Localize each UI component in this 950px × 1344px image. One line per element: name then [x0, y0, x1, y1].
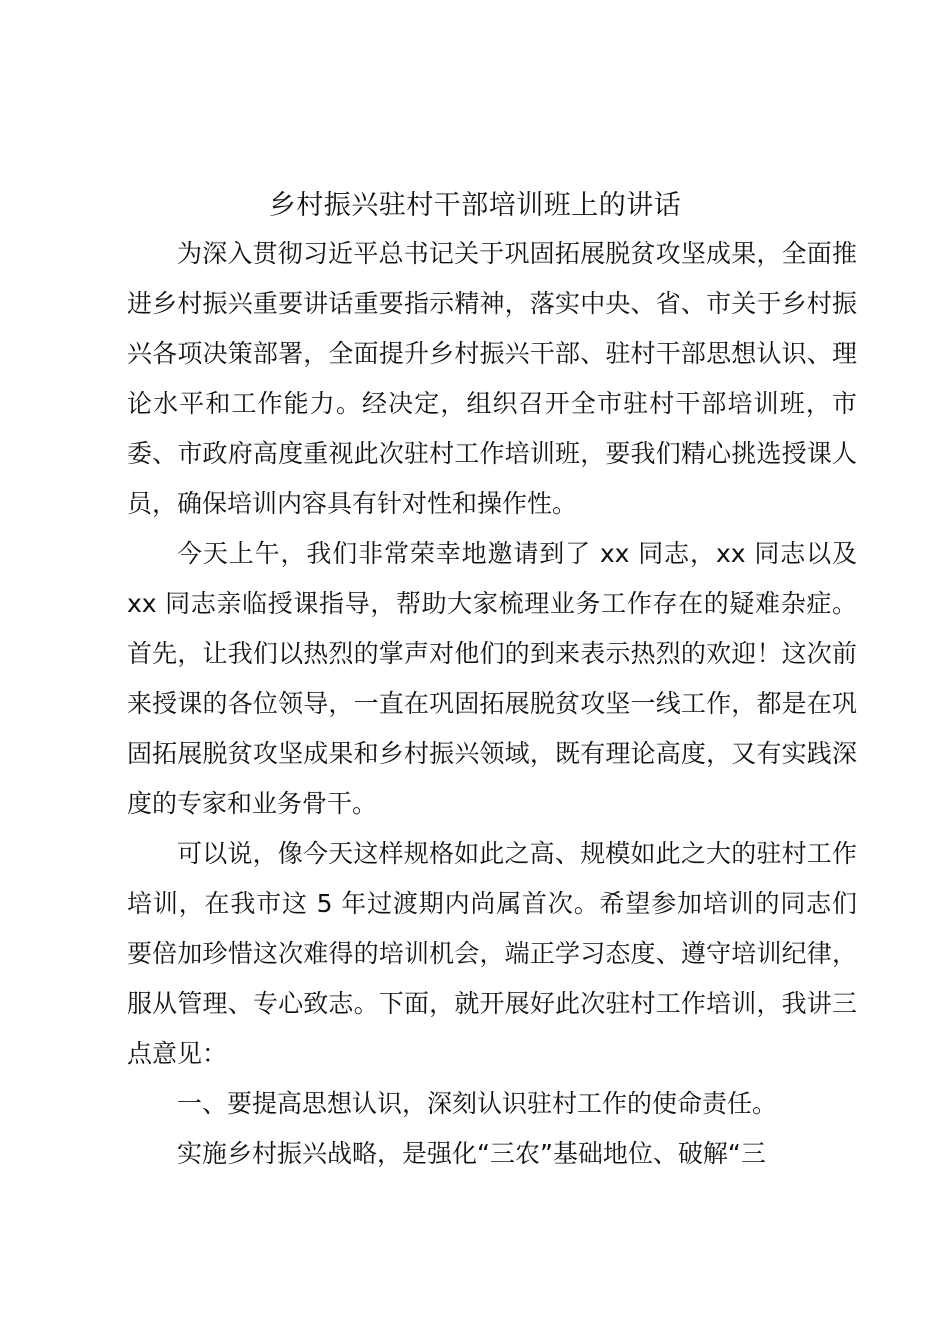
paragraph-4: 实施乡村振兴战略，是强化“三农”基础地位、破解“三	[177, 1139, 766, 1168]
paragraph-1: 为深入贯彻习近平总书记关于巩固拓展脱贫攻坚成果，全面推进乡村振兴重要讲话重要指示精神，落实中央、省、市关于乡村振兴各项决策部署，全面提升乡村振兴干部、驻村干部思想认识、理论水平和工作能力。经决定，组织召开全市驻村干部培训班，市委、市政府高度重视此次驻村工作培训班，要我们精心挑选授课人员，确保培训内容具有针对性和操作性。	[127, 239, 857, 518]
section-heading-1: 一、要提高思想认识，深刻认识驻村工作的使命责任。	[177, 1089, 778, 1118]
paragraph-3: 可以说，像今天这样规格如此之高、规模如此之大的驻村工作培训，在我市这 5 年过渡期内尚属首次。希望参加培训的同志们要倍加珍惜这次难得的培训机会，端正学习态度、遵守培训纪律，服从管理、专心致志。下面，就开展好此次驻村工作培训，我讲三点意见：	[127, 839, 857, 1068]
paragraph-2: 今天上午，我们非常荣幸地邀请到了 xx 同志，xx 同志以及 xx 同志亲临授课指导，帮助大家梳理业务工作存在的疑难杂症。首先，让我们以热烈的掌声对他们的到来表示热烈的欢迎！这次前来授课的各位领导，一直在巩固拓展脱贫攻坚一线工作，都是在巩固拓展脱贫攻坚成果和乡村振兴领域，既有理论高度，又有实践深度的专家和业务骨干。	[127, 539, 857, 818]
document-title: 乡村振兴驻村干部培训班上的讲话	[268, 190, 682, 221]
document-body	[127, 229, 857, 1179]
